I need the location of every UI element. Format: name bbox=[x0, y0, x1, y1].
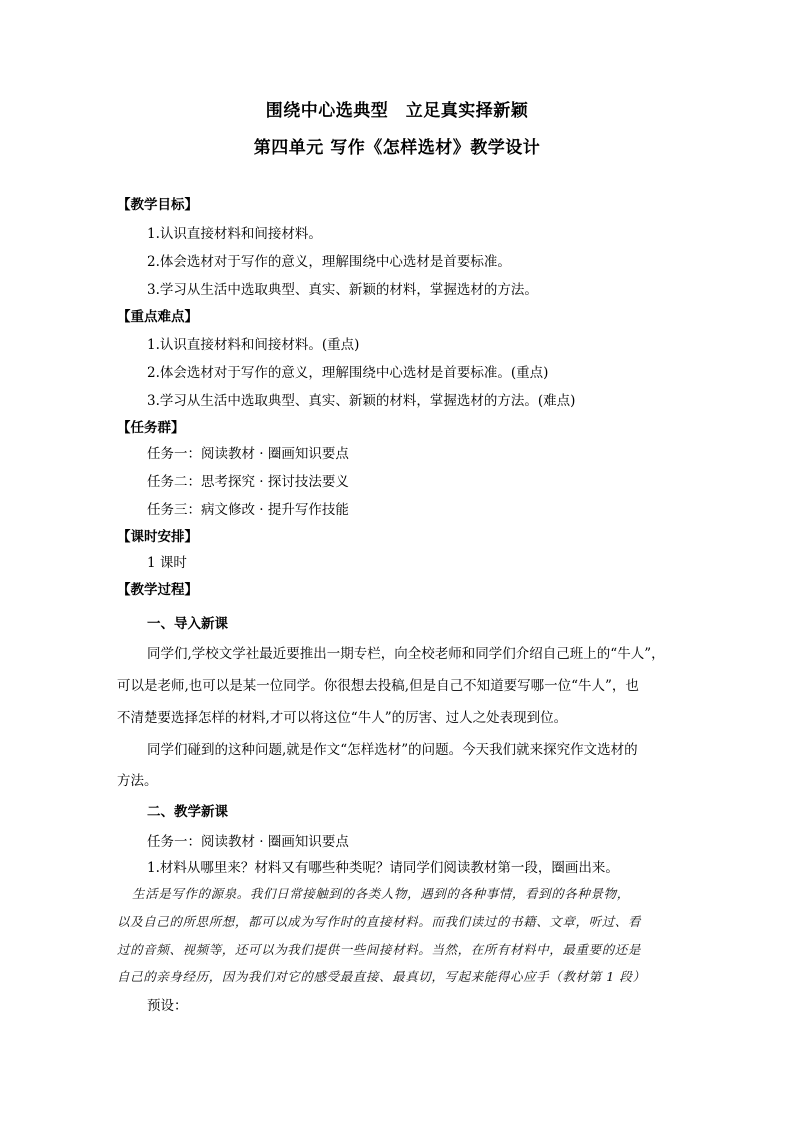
goal-item: 1.认识直接材料和间接材料。 bbox=[147, 226, 322, 242]
document-title: 围绕中心选典型 立足真实择新颖 bbox=[265, 101, 529, 121]
quote-line: 自己的亲身经历，因为我们对它的感受最直接、最真切，写起来能得心应手（教材第 1 段） bbox=[117, 969, 646, 984]
quote-line: 生活是写作的源泉。我们日常接触到的各类人物，遇到的各种事情，看到的各种景物， bbox=[132, 886, 630, 901]
quote-line: 以及自己的所思所想，都可以成为写作时的直接材料。而我们读过的书籍、文章，听过、看 bbox=[117, 914, 642, 929]
section-heading-tasks: 【任务群】 bbox=[117, 420, 185, 436]
document-subtitle: 第四单元 写作《怎样选材》教学设计 bbox=[253, 138, 541, 158]
section-heading-keypoints: 【重点难点】 bbox=[117, 309, 198, 325]
section-heading-process: 【教学过程】 bbox=[117, 582, 198, 598]
paragraph-line: 同学们,学校文学社最近要推出一期专栏，向全校老师和同学们介绍自己班上的“牛人”， bbox=[147, 646, 665, 662]
paragraph-line: 不清楚要选择怎样的材料,才可以将这位“牛人”的厉害、过人之处表现到位。 bbox=[117, 710, 568, 726]
subsection-title-newlesson: 二、教学新课 bbox=[147, 804, 228, 820]
keypoint-item: 2.体会选材对于写作的意义，理解围绕中心选材是首要标准。(重点) bbox=[147, 365, 549, 381]
task-item: 任务三：病文修改 · 提升写作技能 bbox=[147, 502, 349, 518]
goal-item: 2.体会选材对于写作的意义，理解围绕中心选材是首要标准。 bbox=[147, 254, 511, 270]
section-heading-schedule: 【课时安排】 bbox=[117, 529, 198, 545]
paragraph-line: 同学们碰到的这种问题,就是作文“怎样选材”的问题。今天我们就来探究作文选材的 bbox=[147, 742, 638, 758]
preset-label: 预设： bbox=[147, 998, 188, 1014]
task-label: 任务一：阅读教材 · 圈画知识要点 bbox=[147, 834, 349, 850]
task-item: 任务二：思考探究 · 探讨技法要义 bbox=[147, 474, 349, 490]
question-line: 1.材料从哪里来？材料又有哪些种类呢？请同学们阅读教材第一段，圈画出来。 bbox=[147, 860, 619, 876]
task-item: 任务一：阅读教材 · 圈画知识要点 bbox=[147, 446, 349, 462]
goal-item: 3.学习从生活中选取典型、真实、新颖的材料，掌握选材的方法。 bbox=[147, 282, 538, 298]
keypoint-item: 3.学习从生活中选取典型、真实、新颖的材料，掌握选材的方法。(难点) bbox=[147, 393, 576, 409]
schedule-value: 1 课时 bbox=[147, 555, 187, 571]
section-heading-goals: 【教学目标】 bbox=[117, 197, 198, 213]
paragraph-line: 方法。 bbox=[117, 773, 158, 789]
quote-line: 过的音频、视频等，还可以为我们提供一些间接材料。当然，在所有材料中，最重要的还是 bbox=[117, 942, 642, 957]
subsection-title-intro: 一、导入新课 bbox=[147, 616, 228, 632]
paragraph-line: 可以是老师,也可以是某一位同学。你很想去投稿,但是自己不知道要写哪一位“牛人”，也 bbox=[117, 678, 639, 694]
keypoint-item: 1.认识直接材料和间接材料。(重点) bbox=[147, 337, 360, 353]
